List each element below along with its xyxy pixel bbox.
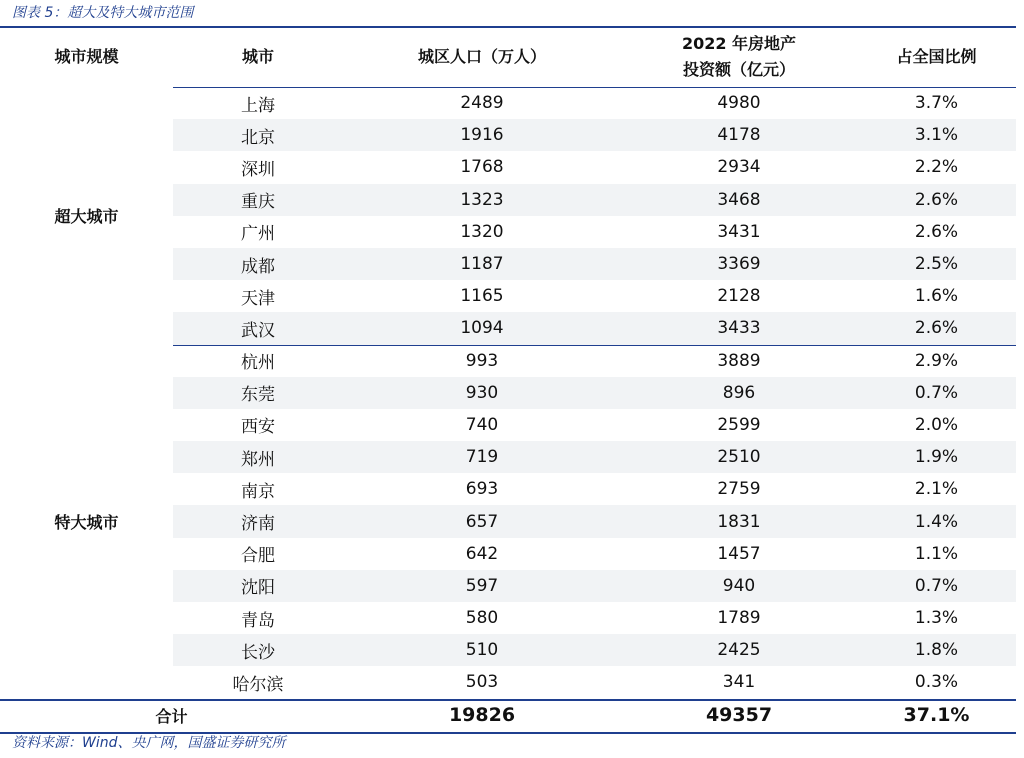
- header-investment-line1: 2022 年房地产: [681, 34, 797, 53]
- investment-cell: 2128: [717, 286, 761, 307]
- total-row: [0, 699, 1016, 732]
- total-label: 合计: [155, 706, 188, 726]
- share-cell: 2.6%: [914, 221, 959, 242]
- city-cell: 重庆: [173, 184, 343, 216]
- header-investment: [621, 27, 857, 87]
- city-cell: 西安: [241, 417, 275, 438]
- city-cell: 杭州: [241, 353, 275, 374]
- city-cell: 济南: [173, 505, 343, 537]
- investment-cell: 896: [621, 377, 857, 409]
- population-cell: 503: [465, 672, 499, 693]
- header-row: [0, 27, 1016, 87]
- city-cell: 长沙: [173, 634, 343, 666]
- population-cell: 657: [343, 505, 621, 537]
- header-share: 占全国比例: [896, 47, 977, 66]
- city-cell: 东莞: [173, 377, 343, 409]
- share-cell: 1.4%: [857, 505, 1016, 537]
- investment-cell: 3468: [621, 184, 857, 216]
- share-cell: 0.7%: [857, 570, 1016, 602]
- population-cell: 1187: [343, 248, 621, 280]
- table-row: [0, 345, 1016, 377]
- header-city: 城市: [241, 47, 274, 66]
- share-cell: 3.7%: [914, 93, 959, 114]
- population-cell: 510: [343, 634, 621, 666]
- investment-cell: 2934: [717, 157, 761, 178]
- total-share: 37.1%: [903, 704, 970, 727]
- city-table: [0, 27, 1016, 732]
- share-cell: 1.3%: [914, 608, 959, 629]
- share-cell: 1.8%: [857, 634, 1016, 666]
- city-scale-cell: 超大城市: [0, 87, 173, 345]
- investment-cell: 1789: [717, 608, 761, 629]
- city-scale-cell: 特大城市: [0, 345, 173, 699]
- city-cell: 南京: [241, 481, 275, 502]
- city-cell: 合肥: [241, 546, 275, 567]
- header-investment-line2: 投资额（亿元）: [682, 60, 795, 79]
- population-cell: 740: [465, 414, 499, 435]
- city-cell: 郑州: [173, 441, 343, 473]
- population-cell: 693: [465, 479, 499, 500]
- city-cell: 成都: [173, 248, 343, 280]
- investment-cell: 4980: [717, 93, 761, 114]
- population-cell: 580: [465, 608, 499, 629]
- investment-cell: 2599: [717, 414, 761, 435]
- share-cell: 0.7%: [857, 377, 1016, 409]
- total-investment: 49357: [705, 704, 773, 727]
- table-row: [0, 87, 1016, 119]
- population-cell: 993: [465, 350, 499, 371]
- investment-cell: 3889: [717, 350, 761, 371]
- population-cell: 1320: [460, 221, 504, 242]
- investment-cell: 1831: [621, 505, 857, 537]
- group-2: [0, 345, 1016, 699]
- population-cell: 642: [465, 543, 499, 564]
- city-cell: 哈尔滨: [232, 674, 284, 695]
- city-cell: 武汉: [173, 312, 343, 344]
- investment-cell: 1457: [717, 543, 761, 564]
- share-cell: 2.9%: [914, 350, 959, 371]
- share-cell: 2.6%: [857, 312, 1016, 344]
- population-cell: 1916: [343, 119, 621, 151]
- source-note: 资料来源：Wind、央广网，国盛证券研究所: [12, 735, 286, 751]
- share-cell: 2.1%: [914, 479, 959, 500]
- population-cell: 1165: [460, 286, 504, 307]
- investment-cell: 2510: [621, 441, 857, 473]
- investment-cell: 3433: [621, 312, 857, 344]
- investment-cell: 940: [621, 570, 857, 602]
- share-cell: 1.6%: [914, 286, 959, 307]
- group-1: [0, 87, 1016, 345]
- city-cell: 北京: [173, 119, 343, 151]
- share-cell: 0.3%: [914, 672, 959, 693]
- header-population: 城区人口（万人）: [417, 47, 546, 66]
- population-cell: 1094: [343, 312, 621, 344]
- investment-cell: 2759: [717, 479, 761, 500]
- investment-cell: 341: [722, 672, 756, 693]
- table-caption: 图表 5：超大及特大城市范围: [12, 5, 194, 21]
- city-cell: 天津: [241, 288, 275, 309]
- share-cell: 1.1%: [914, 543, 959, 564]
- share-cell: 1.9%: [857, 441, 1016, 473]
- population-cell: 1768: [460, 157, 504, 178]
- investment-cell: 2425: [621, 634, 857, 666]
- population-cell: 597: [343, 570, 621, 602]
- population-cell: 719: [343, 441, 621, 473]
- investment-cell: 3369: [621, 248, 857, 280]
- investment-cell: 4178: [621, 119, 857, 151]
- share-cell: 3.1%: [857, 119, 1016, 151]
- population-cell: 930: [343, 377, 621, 409]
- city-cell: 广州: [241, 224, 275, 245]
- population-cell: 1323: [343, 184, 621, 216]
- share-cell: 2.2%: [914, 157, 959, 178]
- city-cell: 青岛: [241, 610, 275, 631]
- population-cell: 2489: [460, 93, 504, 114]
- header-scale: 城市规模: [54, 47, 119, 66]
- city-cell: 沈阳: [173, 570, 343, 602]
- share-cell: 2.6%: [857, 184, 1016, 216]
- total-population: 19826: [448, 704, 516, 727]
- investment-cell: 3431: [717, 221, 761, 242]
- share-cell: 2.5%: [857, 248, 1016, 280]
- share-cell: 2.0%: [914, 414, 959, 435]
- city-cell: 上海: [241, 95, 275, 116]
- city-cell: 深圳: [241, 159, 275, 180]
